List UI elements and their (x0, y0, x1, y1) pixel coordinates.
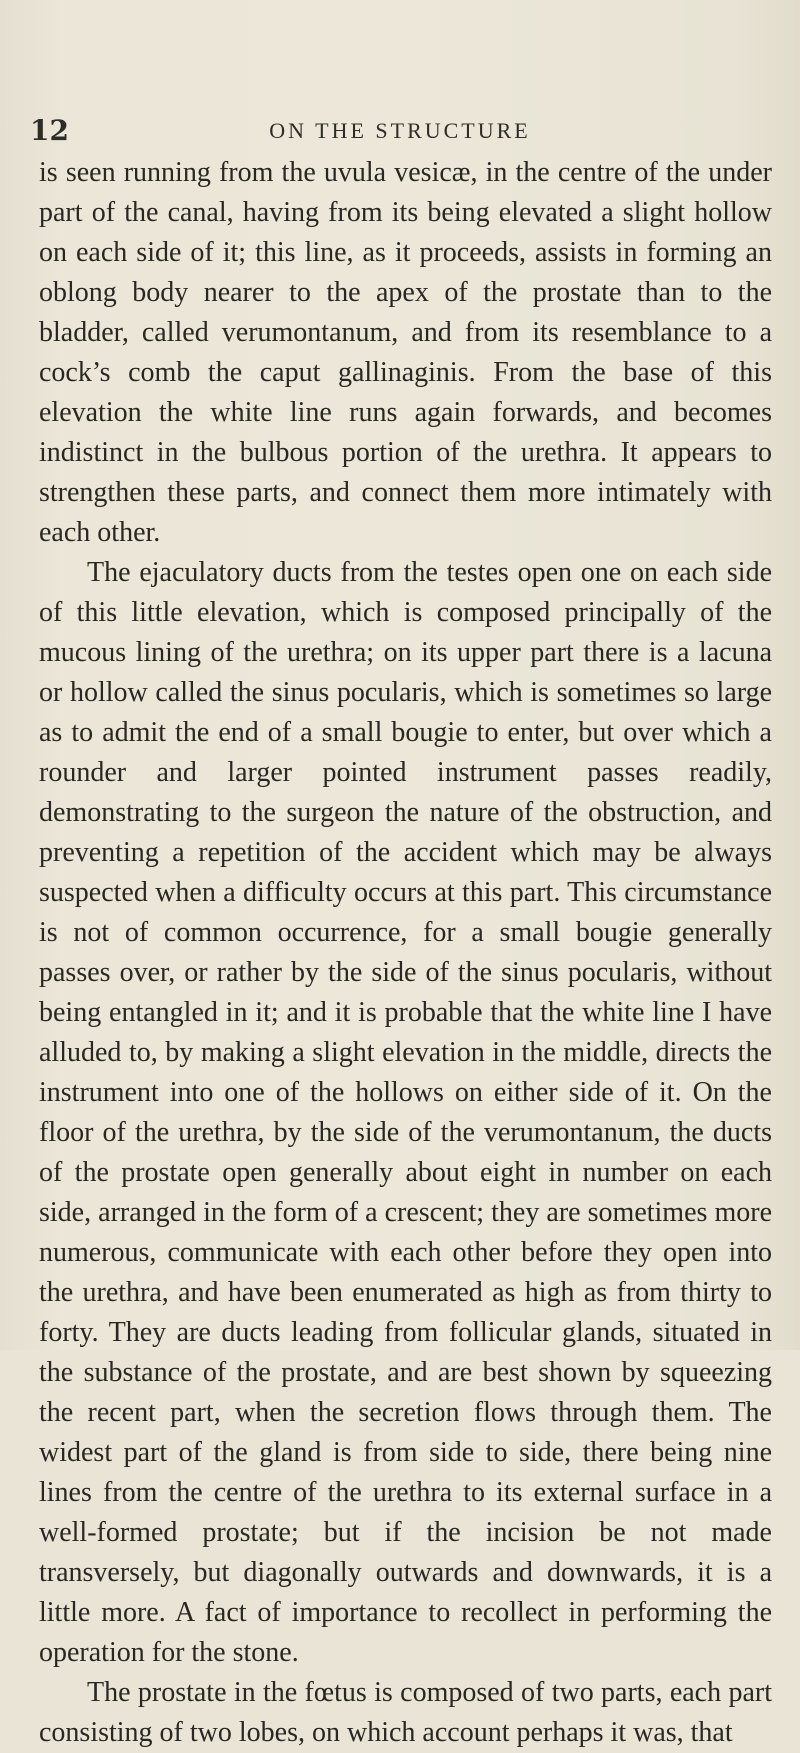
paragraph-2: The ejaculatory ducts from the testes open one on each side of this little elevation, which is composed principally of the mucous lining of the urethra; on its upper part there is a lacuna or hollow called the sinus pocularis, which is sometimes so large as to admit the end of a small bougie to enter, but over which a rounder and larger pointed instrument passes readily, demonstrating to the surgeon the nature of the obstruction, and preventing a repetition of the accident which may be always suspected when a difficulty occurs at this part. This circumstance is not of common occurrence, for a small bougie generally passes over, or rather by the side of the sinus pocularis, without being entangled in it; and it is probable that the white line I have alluded to, by making a slight elevation in the middle, directs the instrument into one of the hollows on either side of it. On the floor of the urethra, by the side of the verumontanum, the ducts of the prostate open generally about eight in number on each side, arranged in the form of a crescent; they are sometimes more numerous, communicate with each other before they open into the urethra, and have been enumerated as high as from thirty to forty. They are ducts leading from follicular glands, situated in the substance of the prostate, and are best shown by squeezing the recent part, when the secretion flows through them. The widest part of the gland is from side to side, there being nine lines from the centre of the urethra to its external surface in a well-formed prostate; but if the incision be not made transversely, but diagonally outwards and downwards, it is a little more. A fact of importance to recollect in performing the operation for the stone. (39, 557, 772, 1668)
page-number: 12 (30, 114, 69, 147)
running-head (0, 114, 800, 154)
paragraph-3: The prostate in the fœtus is composed of two parts, each part consisting of two lobes, on which account perhaps it was, that (39, 1677, 772, 1748)
paragraph-1: is seen running from the uvula vesicæ, in the centre of the under part of the canal, having from its being elevated a slight hollow on each side of it; this line, as it proceeds, assists in forming an oblong body nearer to the apex of the prostate than to the bladder, called verumontanum, and from its resemblance to a cock’s comb the caput gallinaginis. From the base of this elevation the white line runs again forwards, and becomes indistinct in the bulbous portion of the urethra. It appears to strengthen these parts, and connect them more intimately with each other. (39, 157, 772, 548)
body-text (39, 153, 772, 1753)
running-title: ON THE STRUCTURE (269, 118, 531, 143)
